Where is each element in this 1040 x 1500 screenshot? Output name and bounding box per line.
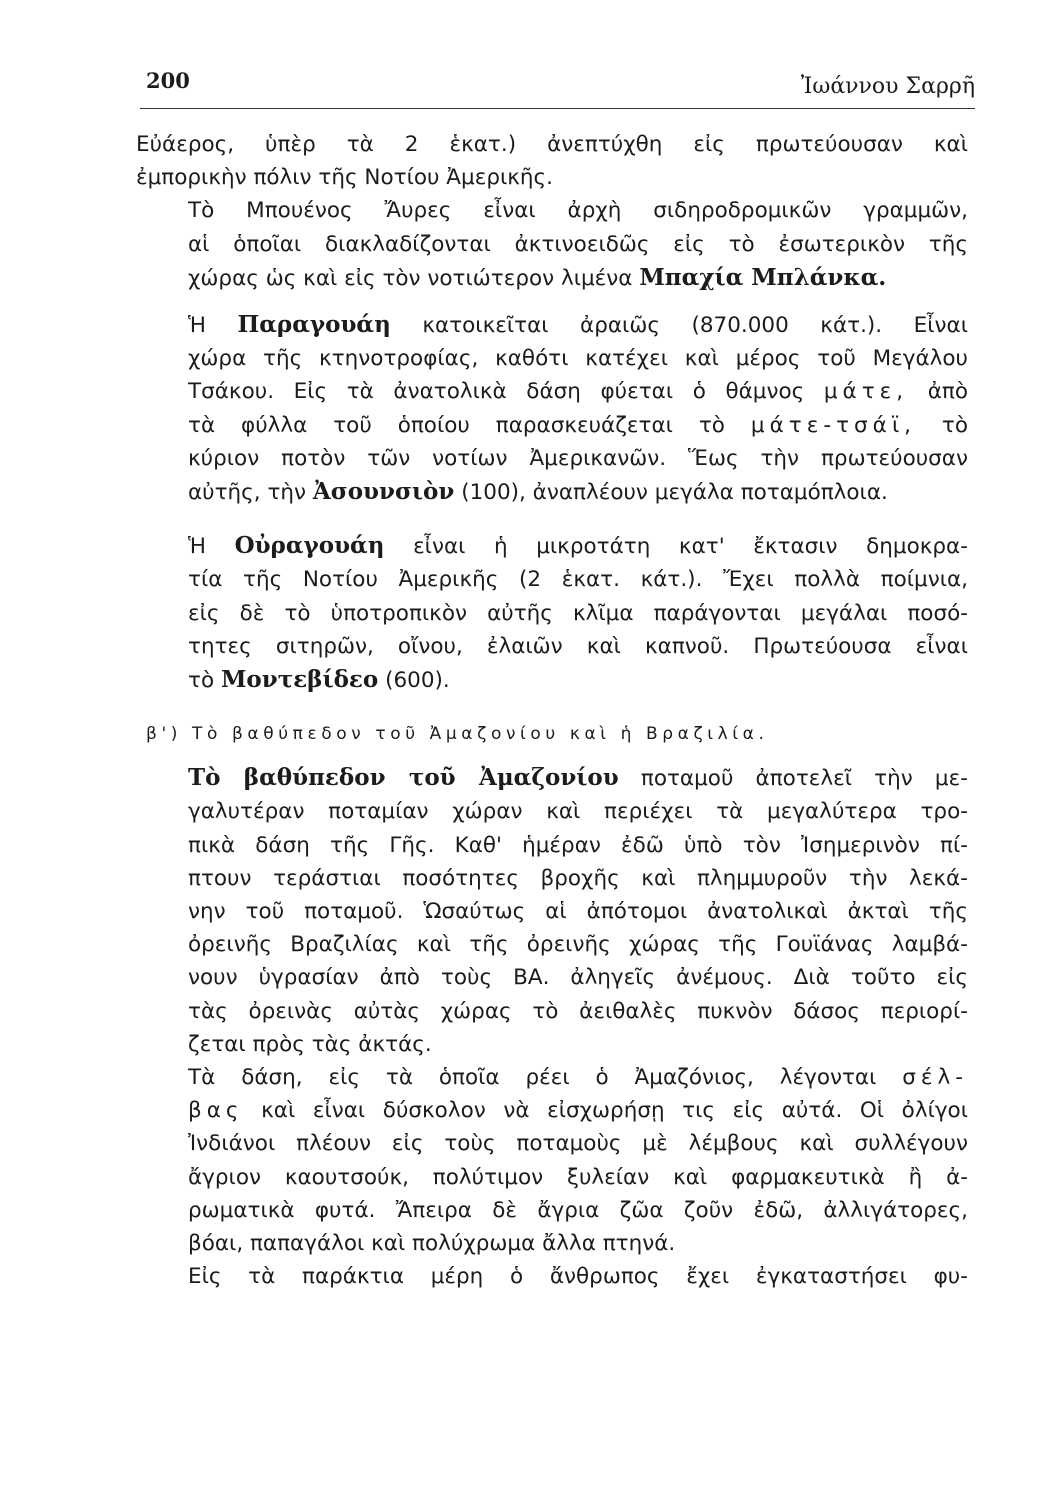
paragraph-6	[136, 1061, 968, 1260]
text-line: τία τῆς Νοτίου Ἀμερικῆς (2 ἑκατ. κάτ.). Ἔχει πολλὰ ποίμνια,	[188, 567, 968, 593]
text-line	[136, 475, 968, 509]
text-line	[136, 761, 968, 795]
text-run: ποταμοῦ ἀποτελεῖ τὴν με-	[640, 766, 968, 792]
text-run: ἀπὸ	[927, 379, 969, 405]
text-line: τητες σιτηρῶν, οἴνου, ἐλαιῶν καὶ καπνοῦ. Πρωτεύουσα εἶναι	[188, 633, 968, 659]
bold-term: Οὐραγουάη	[234, 532, 385, 560]
text-line	[136, 1094, 968, 1127]
text-run: χώρας ὡς καὶ εἰς τὸν νοτιώτερον λιμένα	[188, 265, 633, 291]
text-run: Ἡ	[188, 313, 206, 339]
text-run: τὸ	[188, 668, 215, 694]
text-line: Εὐάερος, ὑπὲρ τὰ 2 ἑκατ.) ἀνεπτύχθη εἰς πρωτεύουσαν καὶ	[136, 132, 968, 157]
text-line: ἄγριον καουτσούκ, πολύτιμον ξυλείαν καὶ φαρμακευτικὰ ἢ ἀ-	[188, 1164, 968, 1190]
page-body	[136, 128, 968, 1294]
bold-term: Μπαχία Μπλάνκα.	[639, 263, 887, 291]
text-run: (100), ἀναπλέουν μεγάλα ποταμόπλοια.	[461, 480, 888, 506]
text-line	[136, 261, 968, 295]
running-head: Ἰωάννου Σαρρῆ	[800, 74, 975, 99]
paragraph-3	[136, 308, 968, 509]
bold-term: Μοντεβίδεο	[220, 666, 379, 694]
text-run: κατοικεῖται ἀραιῶς (870.000 κάτ.). Εἶναι	[422, 313, 968, 339]
paragraph-4	[136, 529, 968, 697]
text-line: γαλυτέραν ποταμίαν χώραν καὶ περιέχει τὰ μεγαλύτερα τρο-	[188, 799, 968, 825]
text-line: χώρα τῆς κτηνοτροφίας, καθότι κατέχει καὶ μέρος τοῦ Μεγάλου	[188, 346, 968, 372]
bold-term: Παραγουάη	[237, 311, 391, 339]
text-line: πικὰ δάση τῆς Γῆς. Καθ' ἡμέραν ἐδῶ ὑπὸ τὸν Ἰσημερινὸν πί-	[188, 832, 968, 858]
paragraph-5	[136, 761, 968, 1061]
text-run: Τσάκου. Εἰς τὰ ἀνατολικὰ δάση φύεται ὁ θάμνος	[188, 379, 805, 405]
text-line: βόαι, παπαγάλοι καὶ πολύχρωμα ἄλλα πτηνά.	[188, 1231, 676, 1257]
text-line: ἐμπορικὴν πόλιν τῆς Νοτίου Ἀμερικῆς.	[136, 165, 553, 191]
paragraph-7	[136, 1260, 968, 1293]
text-run: τὸ	[941, 412, 968, 438]
page-header	[140, 68, 975, 109]
paragraph-2	[136, 194, 968, 295]
bold-term: Ἀσουνσιὸν	[312, 478, 455, 506]
page-number: 200	[146, 68, 190, 93]
paragraph-1	[136, 128, 968, 194]
text-line	[136, 663, 968, 697]
text-run: (600).	[385, 668, 450, 694]
section-subheading: β') Τὸ βαθύπεδον τοῦ Ἀμαζονίου καὶ ἡ Βραζιλία.	[146, 724, 769, 745]
text-line	[136, 375, 968, 408]
text-line: Τὸ Μπουένος Ἄυρες εἶναι ἀρχὴ σιδηροδρομικῶν γραμμῶν,	[188, 198, 968, 224]
text-line	[136, 1061, 968, 1094]
text-line: Εἰς τὰ παράκτια μέρη ὁ ἄνθρωπος ἔχει ἐγκαταστήσει φυ-	[188, 1264, 968, 1290]
text-line: πτουν τεράστιαι ποσότητες βροχῆς καὶ πλημμυροῦν τὴν λεκά-	[188, 865, 968, 891]
bold-term: Τὸ βαθύπεδον τοῦ Ἀμαζονίου	[188, 764, 619, 792]
spaced-term: βας	[188, 1098, 244, 1124]
text-line: κύριον ποτὸν τῶν νοτίων Ἀμερικανῶν. Ἕως τὴν πρωτεύουσαν	[188, 445, 968, 471]
text-line	[136, 409, 968, 442]
text-run: καὶ εἶναι δύσκολον νὰ εἰσχωρήσῃ τις εἰς αὐτά. Οἱ ὀλίγοι	[261, 1098, 968, 1124]
text-line: τὰς ὀρεινὰς αὐτὰς χώρας τὸ ἀειθαλὲς πυκνὸν δάσος περιορί-	[188, 998, 968, 1024]
text-line	[136, 308, 968, 342]
text-run: Ἡ	[188, 534, 206, 560]
text-line: νην τοῦ ποταμοῦ. Ὡσαύτως αἱ ἀπότομοι ἀνατολικαὶ ἀκταὶ τῆς	[188, 899, 968, 925]
text-line: ρωματικὰ φυτά. Ἄπειρα δὲ ἄγρια ζῶα ζοῦν ἐδῶ, ἀλλιγάτορες,	[188, 1197, 968, 1223]
text-run: Τὰ δάση, εἰς τὰ ὁποῖα ρέει ὁ Ἀμαζόνιος, λέγονται	[188, 1065, 877, 1091]
text-line	[136, 529, 968, 563]
spaced-term: μάτε-τσάϊ,	[750, 412, 916, 438]
spaced-term: μάτε,	[823, 379, 909, 405]
text-run: αὐτῆς, τὴν	[188, 480, 307, 506]
text-line: αἱ ὁποῖαι διακλαδίζονται ἀκτινοειδῶς εἰς τὸ ἐσωτερικὸν τῆς	[188, 231, 968, 257]
text-line: νουν ὑγρασίαν ἀπὸ τοὺς ΒΑ. ἀληγεῖς ἀνέμους. Διὰ τοῦτο εἰς	[188, 965, 968, 991]
text-run: τὰ φύλλα τοῦ ὁποίου παρασκευάζεται τὸ	[188, 412, 725, 438]
text-line: εἰς δὲ τὸ ὑποτροπικὸν αὐτῆς κλῖμα παράγονται μεγάλαι ποσό-	[188, 600, 968, 626]
text-line: ζεται πρὸς τὰς ἀκτάς.	[188, 1031, 432, 1057]
spaced-term: σέλ-	[902, 1065, 968, 1091]
text-line: ὀρεινῆς Βραζιλίας καὶ τῆς ὀρεινῆς χώρας τῆς Γουϊάνας λαμβά-	[188, 932, 968, 958]
text-line: Ἰνδιάνοι πλέουν εἰς τοὺς ποταμοὺς μὲ λέμβους καὶ συλλέγουν	[188, 1131, 968, 1157]
text-run: εἶναι ἡ μικροτάτη κατ' ἔκτασιν δημοκρα-	[413, 534, 968, 560]
